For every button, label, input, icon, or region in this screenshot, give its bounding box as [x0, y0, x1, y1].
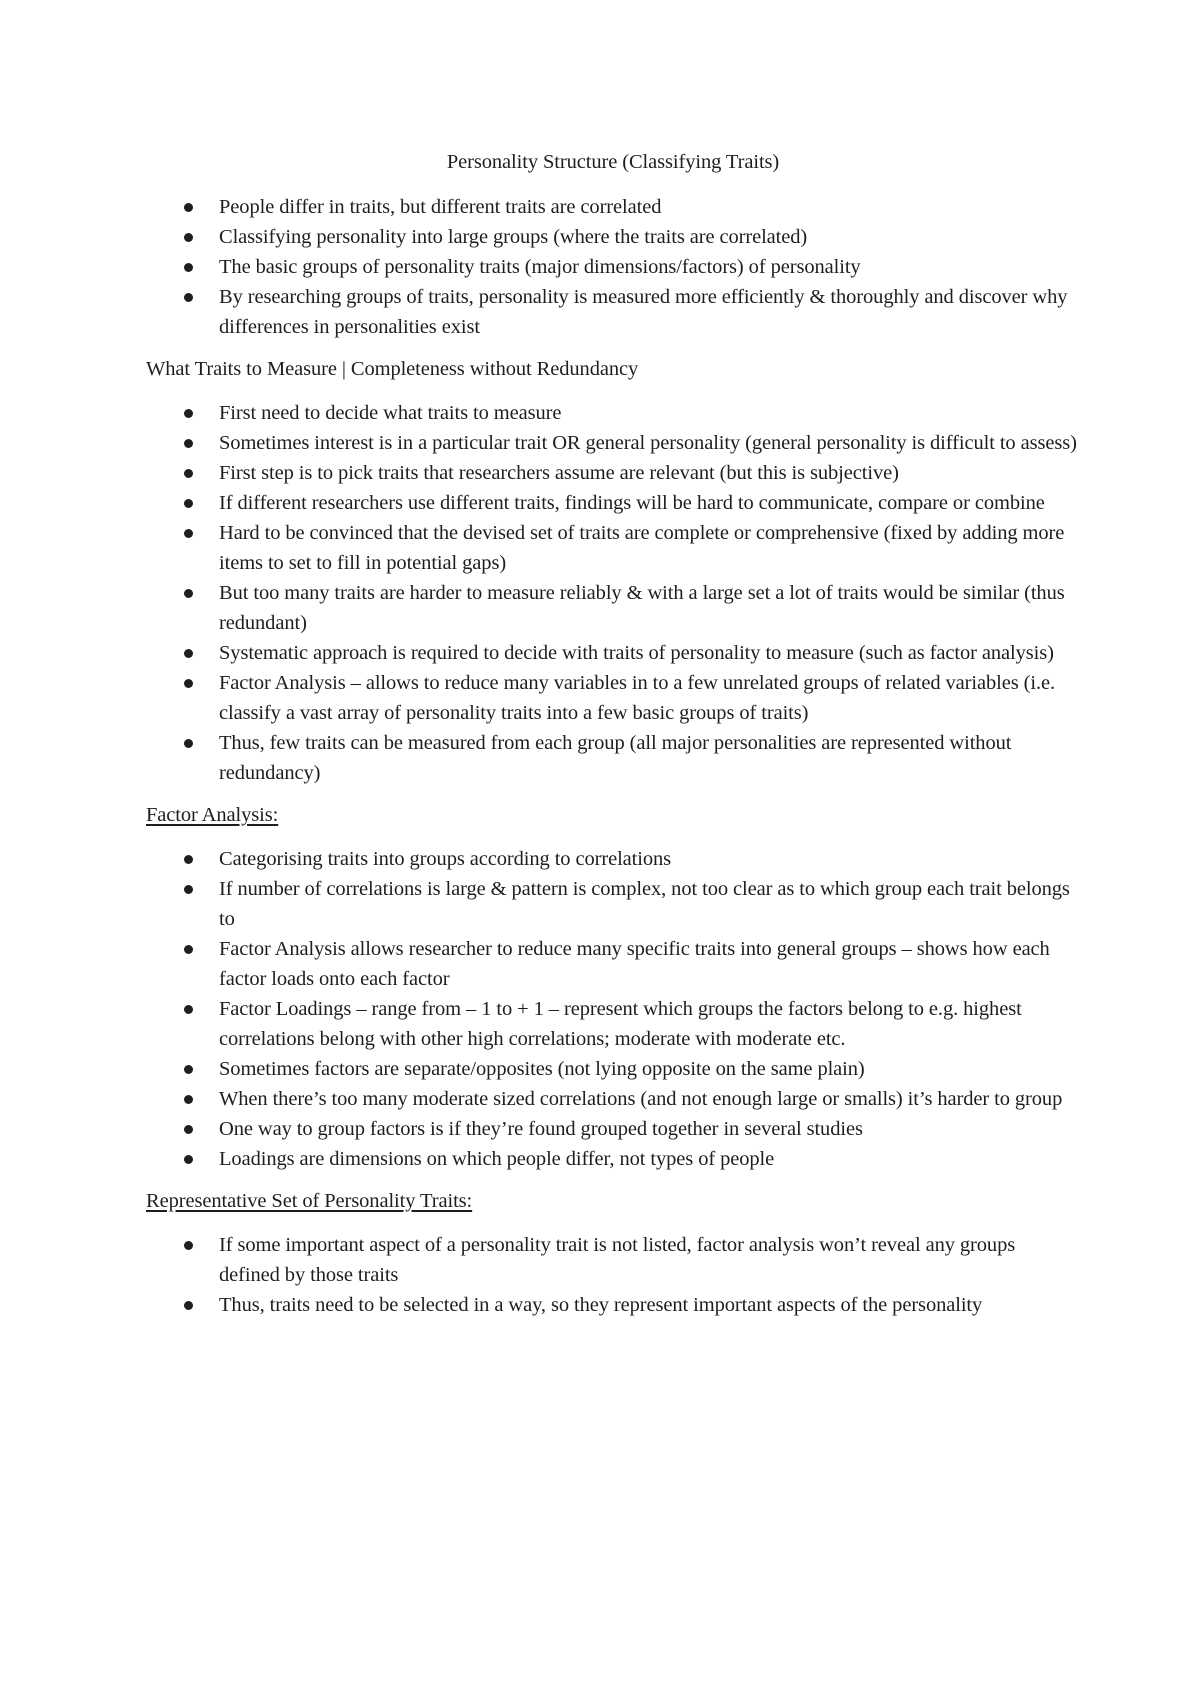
list-item — [146, 728, 1080, 788]
list-item-text: Factor Analysis allows researcher to reduce many specific traits into general groups – shows how each factor loads onto each factor — [219, 938, 1050, 990]
list-item — [146, 1084, 1080, 1114]
section1-bullet-list — [146, 398, 1080, 788]
list-item-text: Thus, traits need to be selected in a way, so they represent important aspects of the personality — [219, 1294, 983, 1316]
list-item — [146, 844, 1080, 874]
list-item — [146, 578, 1080, 638]
bullet-icon — [184, 885, 193, 894]
bullet-icon — [184, 529, 193, 538]
list-item — [146, 282, 1080, 342]
list-item — [146, 252, 1080, 282]
list-item-text: If different researchers use different traits, findings will be hard to communicate, compare or combine — [219, 492, 1045, 514]
list-item-text: Factor Analysis – allows to reduce many variables in to a few unrelated groups of related variables (i.e. classify a vast array of personality traits into a few basic groups of traits) — [219, 672, 1055, 724]
bullet-icon — [184, 649, 193, 658]
list-item-text: First need to decide what traits to measure — [219, 402, 562, 424]
section-heading-what-traits — [146, 354, 1080, 384]
intro-bullet-list — [146, 192, 1080, 342]
list-item-text: One way to group factors is if they’re found grouped together in several studies — [219, 1118, 863, 1140]
list-item — [146, 458, 1080, 488]
list-item-text: But too many traits are harder to measure reliably & with a large set a lot of traits would be similar (thus redundant) — [219, 582, 1065, 634]
bullet-icon — [184, 1241, 193, 1250]
list-item-text: Loadings are dimensions on which people differ, not types of people — [219, 1148, 775, 1170]
list-item-text: By researching groups of traits, personality is measured more efficiently & thoroughly and discover why differences in personalities exist — [219, 286, 1068, 338]
bullet-icon — [184, 945, 193, 954]
list-item-text: Factor Loadings – range from – 1 to + 1 – represent which groups the factors belong to e.g. highest correlations belong with other high correlations; moderate with moderate etc. — [219, 998, 1022, 1050]
bullet-icon — [184, 409, 193, 418]
section-heading-text: What Traits to Measure | Completeness without Redundancy — [146, 358, 639, 380]
list-item — [146, 1054, 1080, 1084]
list-item-text: Classifying personality into large groups (where the traits are correlated) — [219, 226, 808, 248]
list-item — [146, 934, 1080, 994]
document-title: Personality Structure (Classifying Traits) — [446, 151, 780, 173]
list-item — [146, 488, 1080, 518]
bullet-icon — [184, 739, 193, 748]
bullet-icon — [184, 1125, 193, 1134]
list-item — [146, 1144, 1080, 1174]
bullet-icon — [184, 1095, 193, 1104]
list-item-text: Hard to be convinced that the devised set of traits are complete or comprehensive (fixed by adding more items to set to fill in potential gaps) — [219, 522, 1065, 574]
bullet-icon — [184, 499, 193, 508]
list-item-text: When there’s too many moderate sized correlations (and not enough large or smalls) it’s harder to group — [219, 1088, 1063, 1110]
bullet-icon — [184, 293, 193, 302]
bullet-icon — [184, 1005, 193, 1014]
list-item — [146, 638, 1080, 668]
list-item-text: Sometimes factors are separate/opposites (not lying opposite on the same plain) — [219, 1058, 865, 1080]
section3-bullet-list — [146, 1230, 1080, 1320]
bullet-icon — [184, 679, 193, 688]
bullet-icon — [184, 263, 193, 272]
list-item-text: Thus, few traits can be measured from each group (all major personalities are represented without redundancy) — [219, 732, 1012, 784]
bullet-icon — [184, 203, 193, 212]
list-item-text: The basic groups of personality traits (major dimensions/factors) of personality — [219, 256, 861, 278]
list-item — [146, 398, 1080, 428]
list-item-text: First step is to pick traits that researchers assume are relevant (but this is subjective) — [219, 462, 899, 484]
list-item-text: If number of correlations is large & pattern is complex, not too clear as to which group each trait belongs to — [219, 878, 1070, 930]
section-heading-text: Factor Analysis: — [146, 804, 279, 826]
list-item-text: Sometimes interest is in a particular trait OR general personality (general personality is difficult to assess) — [219, 432, 1077, 454]
list-item — [146, 192, 1080, 222]
bullet-icon — [184, 1155, 193, 1164]
list-item-text: Systematic approach is required to decide with traits of personality to measure (such as factor analysis) — [219, 642, 1054, 664]
bullet-icon — [184, 233, 193, 242]
list-item — [146, 1114, 1080, 1144]
bullet-icon — [184, 1301, 193, 1310]
section2-bullet-list — [146, 844, 1080, 1174]
list-item-text: If some important aspect of a personality trait is not listed, factor analysis won’t reveal any groups defined by those traits — [219, 1234, 1016, 1286]
section-heading-representative-set — [146, 1186, 1080, 1216]
bullet-icon — [184, 439, 193, 448]
list-item — [146, 668, 1080, 728]
bullet-icon — [184, 469, 193, 478]
section-heading-factor-analysis — [146, 800, 1080, 830]
bullet-icon — [184, 589, 193, 598]
section-heading-text: Representative Set of Personality Traits: — [146, 1190, 473, 1212]
list-item-text: People differ in traits, but different traits are correlated — [219, 196, 662, 218]
list-item — [146, 1290, 1080, 1320]
list-item — [146, 994, 1080, 1054]
bullet-icon — [184, 855, 193, 864]
list-item — [146, 222, 1080, 252]
bullet-icon — [184, 1065, 193, 1074]
list-item — [146, 874, 1080, 934]
list-item — [146, 1230, 1080, 1290]
list-item — [146, 428, 1080, 458]
list-item-text: Categorising traits into groups according to correlations — [219, 848, 672, 870]
list-item — [146, 518, 1080, 578]
